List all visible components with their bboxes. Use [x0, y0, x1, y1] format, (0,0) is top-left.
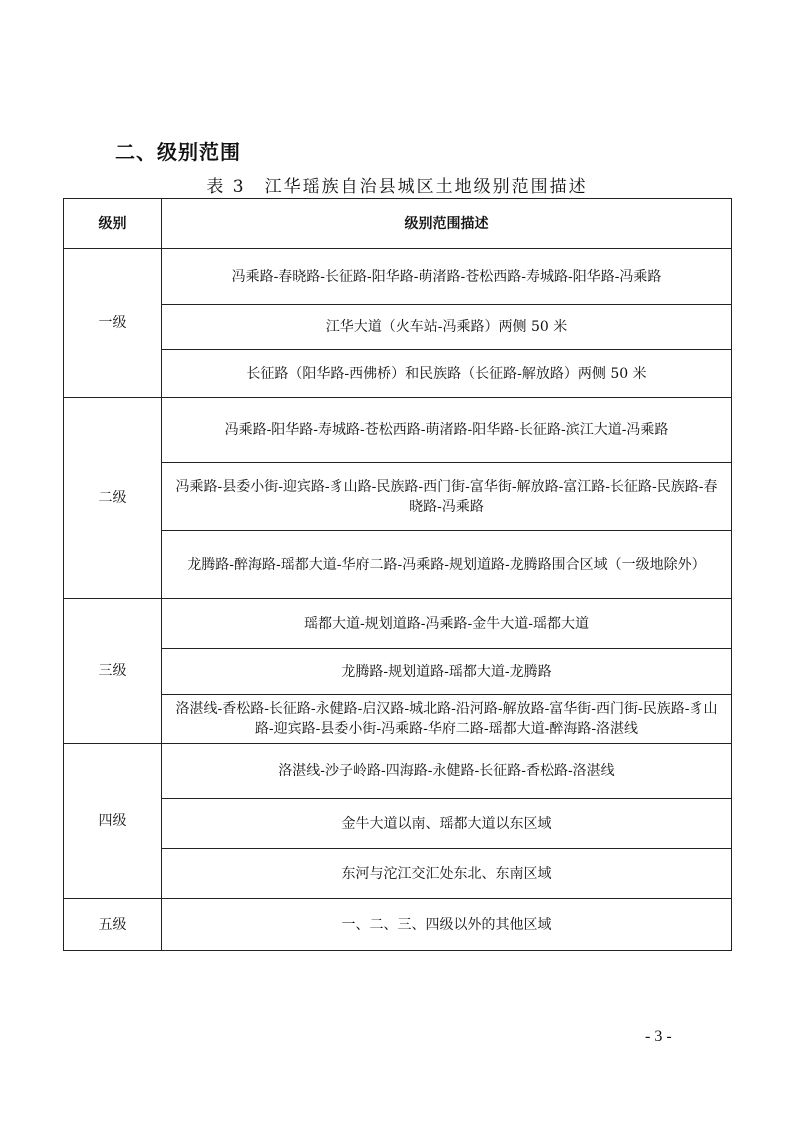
description-cell: 冯乘路-县委小街-迎宾路-豸山路-民族路-西门街-富华街-解放路-富江路-长征路-民族路-春晓路-冯乘路 [162, 463, 732, 531]
table-row [64, 350, 732, 398]
table-row [64, 649, 732, 695]
grade-cell: 五级 [64, 899, 162, 951]
land-grade-table [63, 198, 732, 951]
grade-cell: 一级 [64, 249, 162, 398]
table-row [64, 463, 732, 531]
table-row [64, 599, 732, 649]
description-cell: 金牛大道以南、瑶都大道以东区域 [162, 799, 732, 849]
table-row [64, 249, 732, 305]
table-row [64, 531, 732, 599]
header-description: 级别范围描述 [162, 199, 732, 249]
section-heading: 二、级别范围 [115, 140, 241, 164]
table-header-row [64, 199, 732, 249]
description-cell: 东河与沱江交汇处东北、东南区域 [162, 849, 732, 899]
table-row [64, 899, 732, 951]
description-cell: 长征路（阳华路-西佛桥）和民族路（长征路-解放路）两侧 50 米 [162, 350, 732, 398]
table-row [64, 799, 732, 849]
grade-cell: 四级 [64, 744, 162, 899]
page-number: - 3 - [645, 1028, 672, 1045]
grade-cell: 三级 [64, 599, 162, 744]
table-row [64, 398, 732, 463]
header-grade: 级别 [64, 199, 162, 249]
table-title: 表 3 江华瑶族自治县城区土地级别范围描述 [206, 177, 588, 197]
grade-cell: 二级 [64, 398, 162, 599]
description-cell: 冯乘路-阳华路-寿城路-苍松西路-萌渚路-阳华路-长征路-滨江大道-冯乘路 [162, 398, 732, 463]
table-row [64, 695, 732, 744]
table-row [64, 849, 732, 899]
description-cell: 洛湛线-香松路-长征路-永健路-启汉路-城北路-沿河路-解放路-富华街-西门街-民族路-豸山路-迎宾路-县委小街-冯乘路-华府二路-瑶都大道-醉海路-洛湛线 [162, 695, 732, 744]
description-cell: 冯乘路-春晓路-长征路-阳华路-萌渚路-苍松西路-寿城路-阳华路-冯乘路 [162, 249, 732, 305]
description-cell: 龙腾路-规划道路-瑶都大道-龙腾路 [162, 649, 732, 695]
description-cell: 瑶都大道-规划道路-冯乘路-金牛大道-瑶都大道 [162, 599, 732, 649]
table-row [64, 305, 732, 350]
table-row [64, 744, 732, 799]
description-cell: 江华大道（火车站-冯乘路）两侧 50 米 [162, 305, 732, 350]
description-cell: 龙腾路-醉海路-瑶都大道-华府二路-冯乘路-规划道路-龙腾路围合区域（一级地除外） [162, 531, 732, 599]
description-cell: 一、二、三、四级以外的其他区域 [162, 899, 732, 951]
description-cell: 洛湛线-沙子岭路-四海路-永健路-长征路-香松路-洛湛线 [162, 744, 732, 799]
